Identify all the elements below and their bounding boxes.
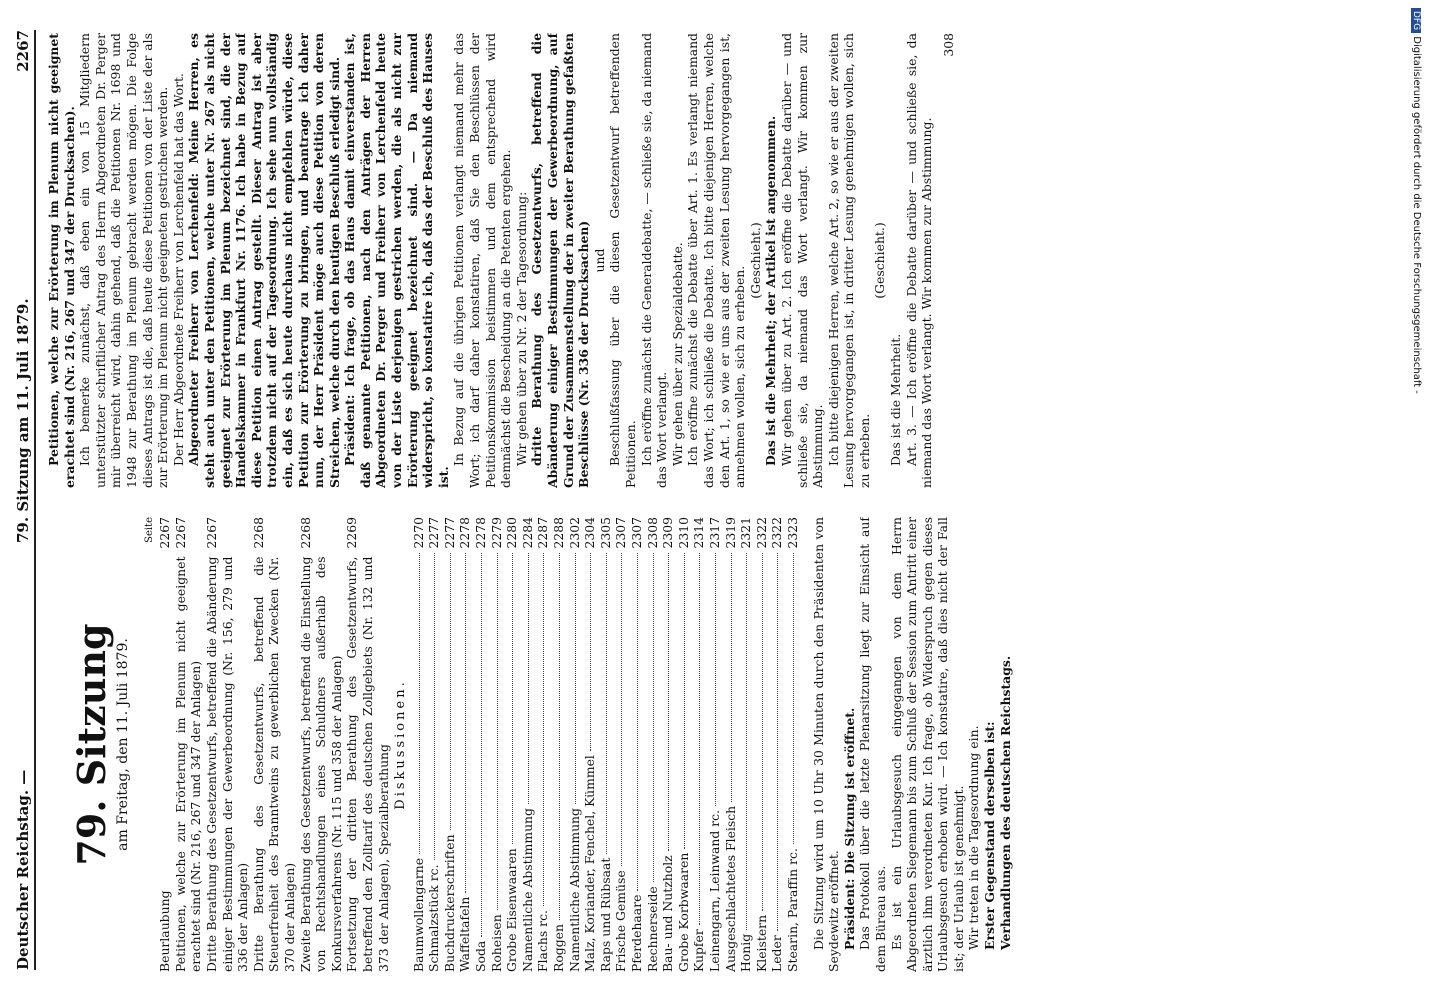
discussion-entry-name: Namentliche Abstimmung — [519, 808, 535, 972]
dot-leader — [543, 553, 544, 906]
toc-entry-page: 2267 — [172, 517, 188, 549]
toc-entry-page: 2268 — [297, 517, 313, 549]
dot-leader — [731, 553, 732, 802]
paragraph: Das ist die Mehrheit. — [888, 333, 904, 466]
discussion-entry-page: 2309 — [660, 517, 676, 549]
right-column — [46, 33, 1106, 488]
discussion-entry-page: 2314 — [691, 517, 707, 549]
digitization-note — [1408, 8, 1428, 988]
discussion-entry-page: 2287 — [535, 517, 551, 549]
dot-leader — [450, 553, 451, 831]
discussion-entry-page: 2284 — [519, 517, 535, 549]
discussion-entry — [442, 517, 458, 972]
toc-entry-page: 2267 — [203, 517, 219, 549]
paragraph: Ich eröffne zunächst die Debatte über Art. 1. Es verlangt niemand das Wort; ich schließe die Debatte. Ich bitte diejenigen Herren, welche den Art. 1, so wie er uns aus der zweiten Lesung hervorgegangen ist, annehmen wollen, sich zu erheben. — [685, 33, 748, 488]
dot-leader — [606, 553, 607, 854]
discussion-entry — [567, 517, 583, 972]
discussion-entry-name: Stearin, Paraffin rc. — [784, 848, 800, 972]
toc-entry — [157, 517, 173, 972]
paragraph: Verhandlungen des deutschen Reichstags. — [997, 655, 1013, 950]
left-column — [46, 517, 1106, 972]
discussion-entry-name: Flachs rc. — [535, 910, 551, 972]
paragraph: Die Sitzung wird um 10 Uhr 30 Minuten durch den Präsidenten von Seydewitz eröffnet. — [810, 517, 842, 972]
dot-leader — [746, 553, 747, 930]
discussion-entry-name: Frische Gemüse — [613, 870, 629, 972]
toc-entry-text: Dritte Berathung des Gesetzentwurfs, betreffend die Steuerfreiheit des Branntweins zu gewerblichen Zwecken (Nr. 370 der Anlagen) — [250, 556, 297, 972]
dot-leader — [653, 553, 654, 883]
dot-leader — [559, 553, 560, 920]
paragraph: Das ist die Mehrheit; der Artikel ist angenommen. — [763, 115, 779, 466]
dfg-badge[interactable]: DFG — [1411, 8, 1421, 33]
paragraph: Das Protokoll über die letzte Plenarsitzung liegt zur Einsicht auf dem Büreau aus. — [857, 517, 888, 972]
toc-entry-text: Petitionen, welche zur Erörterung im Plenum nicht geeignet erachtet sind (Nr. 216, 267 und 347 der Anlagen) — [172, 556, 204, 972]
discussion-entry-name: Bau- und Nutzholz — [660, 855, 676, 972]
session-date: am Freitag, den 11. Juli 1879. — [115, 638, 131, 851]
discussion-list — [411, 517, 801, 972]
discussion-entry-name: Kleistern — [753, 914, 769, 972]
dot-leader — [590, 553, 591, 752]
toc-entry-text: Dritte Berathung des Gesetzentwurfs, betreffend die Abänderung einiger Bestimmungen der Gewerbeordnung (Nr. 156, 279 und 336 der Anlagen) — [203, 556, 251, 972]
paragraph: Präsident: Die Sitzung ist eröffnet. — [841, 707, 857, 950]
toc-entry — [204, 517, 251, 972]
toc-entry-text: Zweite Berathung des Gesetzentwurfs, betreffend die Einstellung von Rechtshandlungen eines Schuldners außerhalb des Konkursverfahrens (Nr. 115 und 358 der Anlagen) — [297, 556, 344, 972]
header-left: Deutscher Reichstag. — — [14, 769, 32, 970]
paragraph: Beschlußfassung über die diesen Gesetzentwurf betreffenden Petitionen. — [607, 33, 638, 488]
dot-leader — [481, 553, 482, 937]
discussion-entry-name: Namentliche Abstimmung — [566, 808, 582, 972]
discussion-entry — [660, 517, 676, 972]
right-column-text — [46, 33, 935, 488]
discussion-entry-page: 2280 — [504, 517, 520, 549]
discussion-entry-page: 2278 — [457, 517, 473, 549]
discussion-entry-page: 2319 — [722, 517, 738, 549]
discussion-entry — [520, 517, 536, 972]
discussion-entry-name: Leinengarn, Leinwand rc. — [706, 809, 722, 972]
dot-leader — [777, 553, 778, 932]
header-center: 79. Sitzung am 11. Juli 1879. — [14, 298, 32, 543]
paragraph: Ich bitte diejenigen Herren, welche Art. 2, so wie er aus der zweiten Lesung hervorgegangen ist, in dritter Lesung genehmigen wollen, sich zu erheben. — [825, 33, 872, 488]
discussion-entry-name: Grobe Korbwaaren — [675, 852, 691, 972]
discussion-entry — [629, 517, 645, 972]
discussion-entry-name: Baumwollengarne — [410, 857, 426, 972]
session-title: 79. Sitzung — [69, 623, 114, 866]
discussion-entry-page: 2305 — [597, 517, 613, 549]
toc-entry-page: 2269 — [344, 517, 360, 549]
discussion-entry — [691, 517, 707, 972]
paragraph: Es ist ein Urlaubsgesuch eingegangen von dem Herrn Abgeordneten Siegemann bis zum Schluß der Session zum Antritt einer ärztlich ihm verordneten Kur. Ich frage, ob Widerspruch gegen dieses Urlaubsgesuch erhoben wird. — Ich konstatire, daß dies nicht der Fall ist; der Urlaub ist genehmigt. — [888, 517, 966, 972]
toc-entry-text: Beurlaubung — [157, 890, 173, 972]
discussion-entry — [738, 517, 754, 972]
dot-leader — [434, 553, 435, 861]
paragraph: dritte Berathung des Gesetzentwurfs, betreffend die Abänderung einiger Bestimmungen der Gewerbeordnung, auf Grund der Zusammenstellung der in zweiter Berathung gefaßten Beschlüsse (Nr. 336 der Drucksachen) — [529, 33, 592, 488]
paragraph: Art. 3. — Ich eröffne die Debatte darüber — und schließe sie, da niemand das Wort verlangt. Wir kommen zur Abstimmung. — [903, 33, 935, 488]
left-column-text — [811, 517, 1014, 972]
discussion-entry-page: 2323 — [784, 517, 800, 549]
discussion-entry-page: 2321 — [738, 517, 754, 549]
paragraph: Wir gehen über zu Art. 2. Ich eröffne die Debatte darüber — und schließe sie, da niemand das Wort verlangt. Wir kommen zur Abstimmung. — [778, 33, 826, 488]
discussion-entry-page: 2308 — [644, 517, 660, 549]
discussion-entry-name: Honig — [738, 933, 754, 972]
paragraph: Abgeordneter Freiherr von Lerchenfeld: Meine Herren, es steht auch unter den Petitionen, welche unter Nr. 267 als nicht geeignet zur Erörterung im Plenum bezeichnet sind, die der Handelskammer in Frankfurt Nr. 1176. Ich habe in Bezug auf diese Petition einen Antrag gestellt. Dieser Antrag ist aber trotzdem nicht auf der Tagesordnung. Ich sehe nun vollständig ein, daß es sich heute durchaus nicht empfehlen würde, diese Petition zur Erörterung zu bringen, und beantrage ich daher nun, der Herr Präsident möge auch diese Petition von deren Streichen, welche durch den heutigen Beschluß erledigt sind. — [186, 33, 342, 488]
discussion-entry-name: Raps und Rübsaat — [597, 857, 613, 972]
dot-leader — [699, 553, 700, 926]
discussion-entry-page: 2278 — [473, 517, 489, 549]
header-page-number: 2267 — [14, 30, 32, 72]
paragraph: Präsident: Ich frage, ob das Haus damit einverstanden ist, daß genannte Petitionen, nach den Anträgen der Herren Abgeordneten Dr. Perger und Freiherr von Lerchenfeld heute von der Liste derjenigen gestrichen werden, die als nicht zur Erörterung geeignet bezeichnet sind. — Da niemand widerspricht, so konstatire ich, daß das der Beschluß des Hauses ist. — [342, 33, 451, 488]
discussion-entry-page: 2288 — [551, 517, 567, 549]
discussion-entry-name: Rechnerseide — [644, 886, 660, 972]
discussion-entry — [473, 517, 489, 972]
discussion-entry-page: 2310 — [675, 517, 691, 549]
toc-entry-page: 2268 — [250, 517, 266, 549]
dot-leader — [793, 553, 794, 845]
discussion-entry — [723, 517, 739, 972]
discussion-entry-page: 2317 — [706, 517, 722, 549]
discussion-entry-name: Pferdehaare — [629, 894, 644, 972]
toc-entry-text: Fortsetzung der dritten Berathung des Gesetzentwurfs, betreffend den Zolltarif des deutschen Zollgebiets (Nr. 132 und 373 der Anlagen), Spezialberathung — [344, 556, 391, 972]
paragraph: Ich eröffne zunächst die Generaldebatte, — schließe sie, da niemand das Wort verlangt. — [638, 33, 670, 488]
paragraph: Wir treten in die Tagesordnung ein. — [966, 725, 982, 950]
discussion-entry — [785, 517, 801, 972]
paragraph: Wir gehen über zur Spezialdebatte. — [669, 242, 685, 466]
dot-leader — [621, 553, 622, 867]
paragraph: Petitionen, welche zur Erörterung im Plenum nicht geeignet erachtet sind (Nr. 216, 267 und 347 der Drucksachen). — [46, 33, 77, 488]
dfg-note: Digitalisierung gefördert durch die Deutsche Forschungsgemeinschaft - — [1411, 36, 1422, 394]
discussion-entry-page: 2277 — [426, 517, 442, 549]
paragraph: (Geschieht.) — [872, 222, 888, 299]
discussion-entry — [489, 517, 505, 972]
toc-entry-page: 2267 — [157, 517, 173, 549]
discussion-title: Diskussionen. — [393, 679, 409, 810]
dot-leader — [528, 553, 529, 804]
discussion-entry — [504, 517, 520, 972]
page-header — [12, 30, 36, 970]
discussion-entry-page: 2322 — [753, 517, 769, 549]
discussion-entry — [707, 517, 723, 972]
dot-leader — [715, 553, 716, 806]
dot-leader — [637, 553, 638, 891]
discussion-entry — [457, 517, 473, 972]
discussion-entry — [598, 517, 614, 972]
discussion-entry-page: 2307 — [629, 517, 644, 549]
dot-leader — [419, 553, 420, 854]
discussion-entry-page: 2279 — [488, 517, 504, 549]
toc-entry — [251, 517, 298, 972]
discussion-entry-name: Kupfer — [691, 929, 707, 972]
discussion-entry — [582, 517, 598, 972]
dot-leader — [762, 553, 763, 911]
paragraph: Erster Gegenstand derselben ist: — [982, 721, 998, 950]
toc-entry — [173, 517, 204, 972]
table-of-contents — [157, 517, 391, 972]
discussion-entry-page: 2304 — [582, 517, 598, 549]
discussion-entry-name: Ausgeschlachtetes Fleisch — [722, 805, 738, 972]
paragraph: Ich bemerke zunächst, daß eben ein von 15 Mitgliedern unterstützter schriftlicher Antrag des Herrn Abgeordneten Dr. Perger mir überreicht wird, dahin gehend, daß die Petitionen Nr. 1698 und 1948 zur Berathung im Plenum gebracht werden mögen. Die Folge dieses Antrags ist die, daß heute diese Petitionen von der Liste der als zur Erörterung im Plenum nicht geeigneten gestrichen werden. — [77, 33, 171, 488]
dot-leader — [668, 553, 669, 852]
discussion-entry — [769, 517, 785, 972]
discussion-entry-page: 2307 — [613, 517, 629, 549]
discussion-entry — [754, 517, 770, 972]
paragraph: Der Herr Abgeordnete Freiherr von Lerchenfeld hat das Wort. — [170, 73, 186, 466]
discussion-entry-page: 2322 — [769, 517, 785, 549]
bottom-page-number: 308 — [940, 33, 956, 57]
paragraph: Wir gehen über zu Nr. 2 der Tagesordnung: — [513, 191, 529, 466]
discussion-entry — [645, 517, 661, 972]
discussion-entry-page: 2302 — [566, 517, 582, 549]
discussion-entry-name: Roheisen — [488, 914, 504, 972]
discussion-entry-name: Waffeltafeln — [457, 896, 473, 972]
discussion-entry — [411, 517, 427, 972]
discussion-entry-name: Leder — [769, 935, 785, 972]
discussion-entry — [676, 517, 692, 972]
dot-leader — [512, 553, 513, 845]
discussion-entry — [613, 517, 629, 972]
paragraph: In Bezug auf die übrigen Petitionen verlangt niemand mehr das Wort; ich darf daher konstatiren, daß Sie den Beschlüssen der Petitionskommission beistimmen und dem entsprechend wird demnächst die Bescheidung an die Petenten ergehen. — [451, 33, 514, 488]
paragraph: und — [591, 248, 607, 273]
dot-leader — [497, 553, 498, 911]
discussion-entry-page: 2270 — [410, 517, 426, 549]
discussion-entry — [551, 517, 567, 972]
discussion-entry — [426, 517, 442, 972]
discussion-entry-name: Malz, Koriander, Fenchel, Kümmel — [582, 755, 598, 972]
discussion-entry-name: Soda — [473, 940, 489, 972]
paragraph: (Geschieht.) — [747, 222, 763, 299]
discussion-entry-name: Grobe Eisenwaaren — [504, 848, 520, 972]
dot-leader — [684, 553, 685, 849]
discussion-entry — [535, 517, 551, 972]
discussion-entry-name: Schmalzstück rc. — [426, 864, 442, 972]
discussion-entry-page: 2277 — [441, 517, 457, 549]
toc-entry — [344, 517, 391, 972]
dot-leader — [575, 553, 576, 804]
dot-leader — [465, 553, 466, 893]
discussion-entry-name: Buchdruckerschriften — [441, 834, 457, 972]
page-column-label: Seite — [143, 517, 155, 543]
discussion-entry-name: Roggen — [551, 924, 567, 972]
toc-entry — [298, 517, 345, 972]
